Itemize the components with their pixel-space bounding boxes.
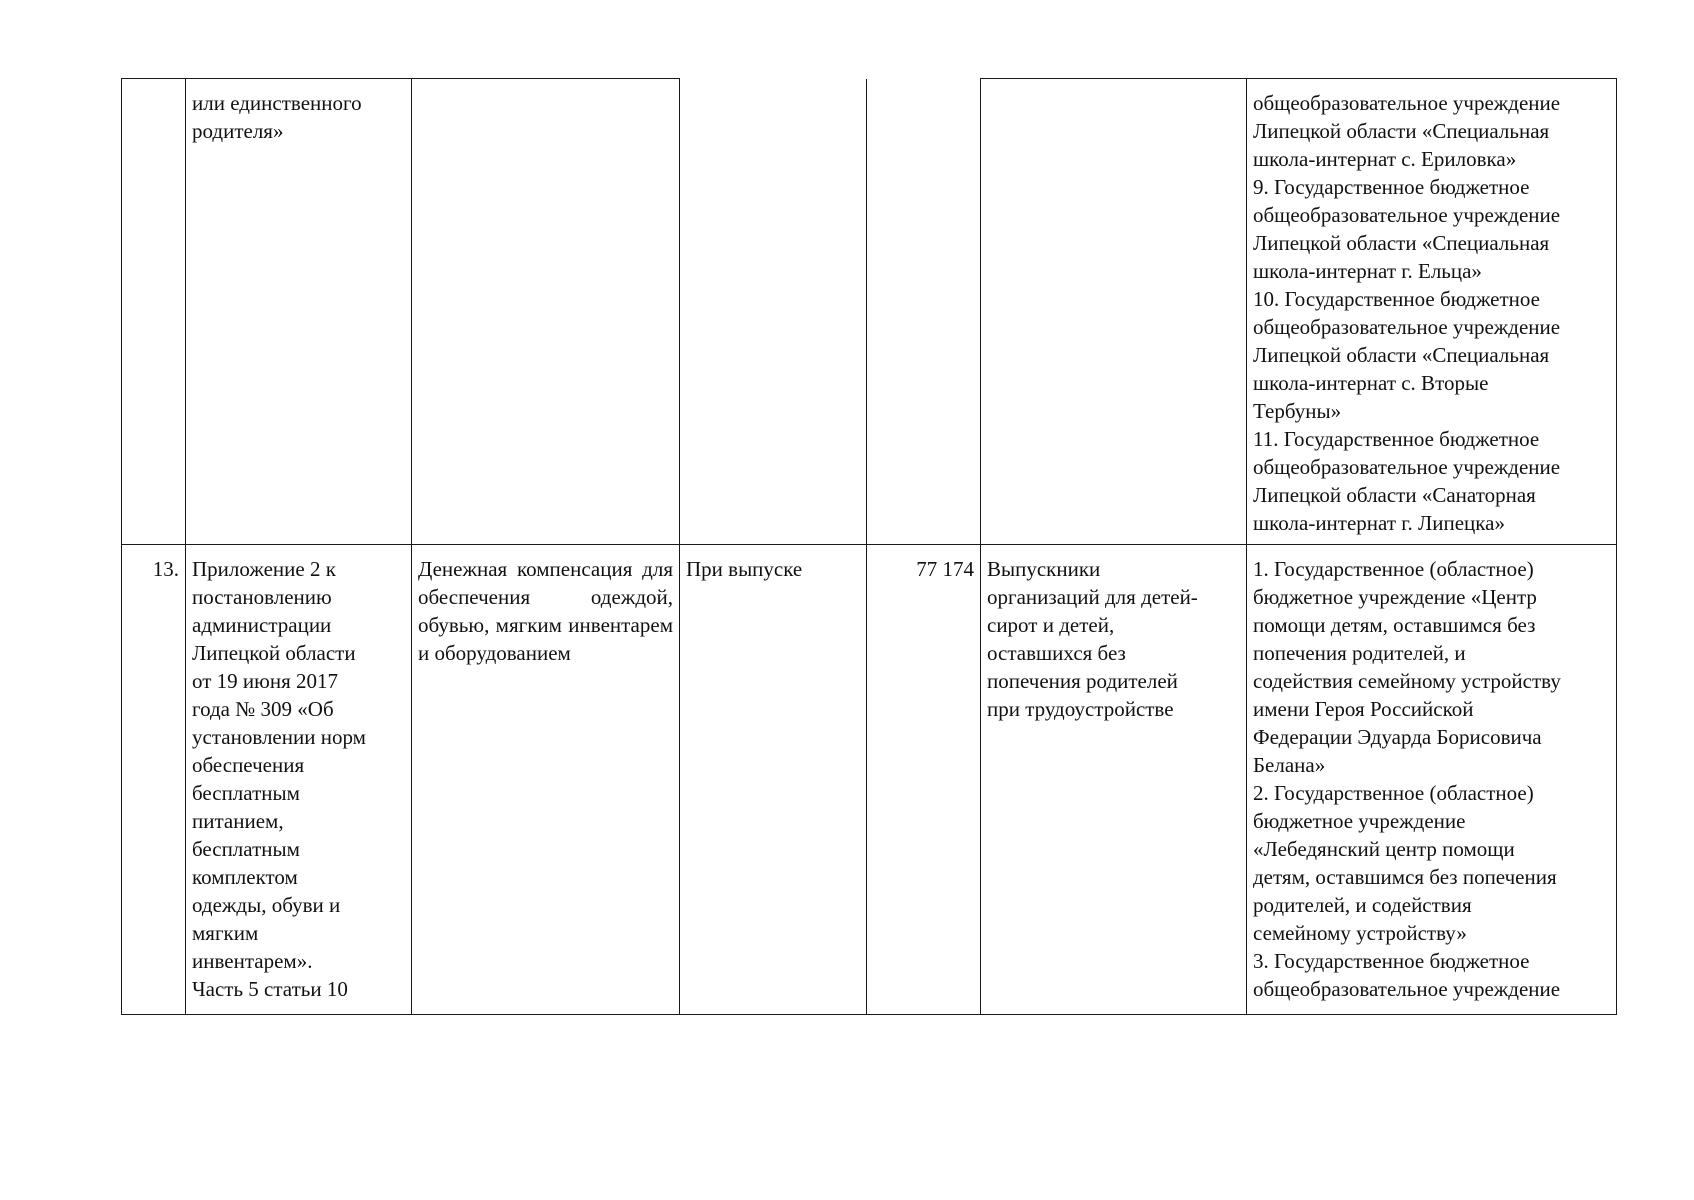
cell-legal-basis: [186, 79, 412, 545]
text-line: комплектом: [192, 865, 298, 889]
cell-frequency: [680, 79, 867, 545]
text-line: общеобразовательное учреждение: [1253, 203, 1561, 227]
cell-measure: [412, 79, 680, 545]
text-line: одежды, обуви и: [192, 893, 341, 917]
text-line: Часть 5 статьи 10: [192, 977, 348, 1001]
cell-number: [122, 79, 186, 545]
text-line: 3. Государственное бюджетное: [1253, 949, 1530, 973]
text-line: обеспечения: [192, 753, 305, 777]
cell-legal-basis: [186, 545, 412, 1015]
text-line: Липецкой области «Специальная: [1253, 231, 1550, 255]
text-line: при трудоустройстве: [987, 697, 1174, 721]
text-line: содействия семейному устройству: [1253, 669, 1561, 693]
text-line: бюджетное учреждение: [1253, 809, 1466, 833]
cell-measure: Денежная компенсация для обеспечения одеждой, обувью, мягким инвентарем и оборудованием: [412, 545, 680, 1015]
text-line: бюджетное учреждение «Центр: [1253, 585, 1537, 609]
cell-frequency: При выпуске: [680, 545, 867, 1015]
text-line: организаций для детей-: [987, 585, 1198, 609]
text-line: администрации: [192, 613, 332, 637]
row-number: 13.: [122, 545, 186, 1015]
text-line: года № 309 «Об: [192, 697, 334, 721]
cell-amount: [867, 79, 981, 545]
text-line: 2. Государственное (областное): [1253, 781, 1534, 805]
text-line: Федерации Эдуарда Борисовича: [1253, 725, 1542, 749]
text-line: 10. Государственное бюджетное: [1253, 287, 1540, 311]
text-line: Липецкой области «Санаторная: [1253, 483, 1536, 507]
text-line: имени Героя Российской: [1253, 697, 1474, 721]
cell-institutions: [1247, 545, 1617, 1015]
text-line: попечения родителей: [987, 669, 1178, 693]
text-line: инвентарем».: [192, 949, 313, 973]
table-row-13: [122, 545, 1617, 1015]
cell-recipients: [981, 545, 1247, 1015]
text-line: общеобразовательное учреждение: [1253, 977, 1561, 1001]
text-line: общеобразовательное учреждение: [1253, 91, 1561, 115]
text-line: родителя»: [192, 119, 284, 143]
text-line: бесплатным: [192, 837, 300, 861]
text-line: установлении норм: [192, 725, 366, 749]
text-line: 11. Государственное бюджетное: [1253, 427, 1540, 451]
cell-amount: 77 174: [867, 545, 981, 1015]
text-line: бесплатным: [192, 781, 300, 805]
text-line: школа-интернат с. Ериловка»: [1253, 147, 1517, 171]
text-line: сирот и детей,: [987, 613, 1115, 637]
cell-recipients: [981, 79, 1247, 545]
text-line: родителей, и содействия: [1253, 893, 1472, 917]
text-line: общеобразовательное учреждение: [1253, 455, 1561, 479]
text-line: детям, оставшимся без попечения: [1253, 865, 1557, 889]
text-line: 1. Государственное (областное): [1253, 557, 1534, 581]
text-line: мягким: [192, 921, 259, 945]
text-line: 9. Государственное бюджетное: [1253, 175, 1530, 199]
text-line: Приложение 2 к: [192, 557, 336, 581]
text-line: Липецкой области: [192, 641, 356, 665]
text-line: семейному устройству»: [1253, 921, 1467, 945]
cell-institutions: [1247, 79, 1617, 545]
text-line: Выпускники: [987, 557, 1101, 581]
text-line: Белана»: [1253, 753, 1326, 777]
legal-acts-table: [121, 78, 1617, 1015]
text-line: Липецкой области «Специальная: [1253, 119, 1550, 143]
text-line: школа-интернат г. Ельца»: [1253, 259, 1482, 283]
text-line: или единственного: [192, 91, 362, 115]
text-line: оставшихся без: [987, 641, 1126, 665]
text-line: от 19 июня 2017: [192, 669, 338, 693]
text-line: постановлению: [192, 585, 332, 609]
text-line: питанием,: [192, 809, 284, 833]
text-line: «Лебедянский центр помощи: [1253, 837, 1515, 861]
text-line: школа-интернат с. Вторые: [1253, 371, 1489, 395]
text-line: Тербуны»: [1253, 399, 1342, 423]
table-row-continuation: [122, 79, 1617, 545]
text-line: общеобразовательное учреждение: [1253, 315, 1561, 339]
text-line: школа-интернат г. Липецка»: [1253, 511, 1505, 535]
text-line: Липецкой области «Специальная: [1253, 343, 1550, 367]
text-line: помощи детям, оставшимся без: [1253, 613, 1536, 637]
text-line: попечения родителей, и: [1253, 641, 1466, 665]
